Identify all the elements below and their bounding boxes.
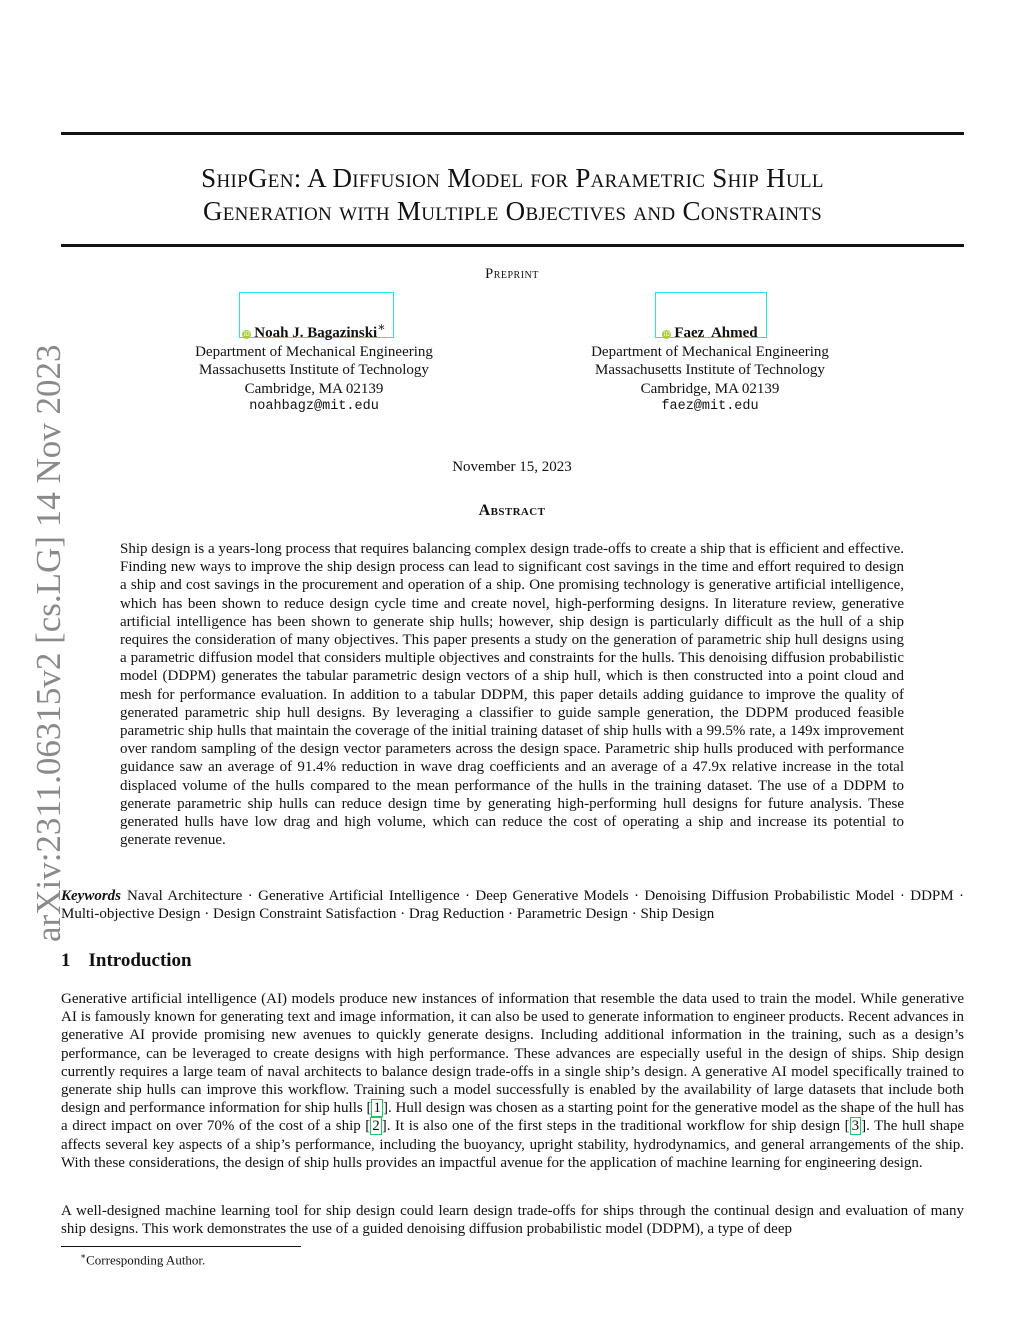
- arxiv-stamp: arXiv:2311.06315v2 [cs.LG] 14 Nov 2023: [29, 344, 68, 942]
- author-name[interactable]: Noah J. Bagazinski: [254, 325, 378, 341]
- citation-link[interactable]: 2: [372, 1118, 380, 1135]
- intro-paragraph-2: A well-designed machine learning tool for ship design could learn design trade-offs for ships through the continual design and evaluation of many ship designs. This work demonstrates the use of a guided denoising diffusion probabilistic model (DDPM), a type of deep: [61, 1203, 964, 1238]
- intro-text: Generative artificial intelligence (AI) models produce new instances of information that resemble the data used to train the model. While generative AI is famously known for generating text and image information, it can also be used to generate information to engineer products. Recent advances in generative AI provide promising new avenues to quickly generate designs. Including additional information in the training, such as a design’s performance, can be leveraged to create designs with high performance. These advances are especially useful in the design of ships. Ship design currently requires a large team of naval architects to balance design trade-offs in a single ship’s design. A generative AI model specifically trained to generate ship hulls can improve this workflow. Training such a model successfully is enabled by the availability of large datasets that include both design and performance information for ship hulls [: [61, 991, 964, 1117]
- author-location: Cambridge, MA 02139: [244, 380, 384, 397]
- author-email[interactable]: noahbagz@mit.edu: [249, 399, 379, 414]
- intro-text: ]. Hull design was chosen as a starting point for the generative model as the shape of the hull has a direct impact on over 70% of the cost of a ship [: [61, 1100, 964, 1135]
- author-institution: Massachusetts Institute of Technology: [199, 362, 429, 378]
- author-department: Department of Mechanical Engineering: [591, 343, 829, 360]
- author-department: Department of Mechanical Engineering: [195, 343, 433, 360]
- footnote-marker: ∗: [80, 1251, 87, 1261]
- top-rule: [61, 132, 964, 135]
- keywords-label: Keywords: [61, 888, 121, 904]
- title-bottom-rule: [61, 244, 964, 247]
- preprint-label: Preprint: [485, 266, 539, 282]
- author-block-2: [550, 318, 870, 417]
- orcid-icon[interactable]: iD: [243, 331, 250, 338]
- citation-link[interactable]: 1: [373, 1100, 381, 1117]
- author-name[interactable]: Faez Ahmed: [674, 325, 758, 341]
- footnote-text: Corresponding Author.: [86, 1252, 206, 1268]
- author-location: Cambridge, MA 02139: [640, 380, 780, 397]
- intro-text: ]. The hull shape affects several key aspects of a ship’s performance, including the buoyancy, upright stability, hydrodynamics, and general arrangements of the ship. With these considerations, the design of ship hulls provides an impactful avenue for the application of machine learning for engineering design.: [61, 1118, 964, 1171]
- author-email[interactable]: faez@mit.edu: [661, 399, 759, 414]
- intro-paragraph-1: [61, 990, 964, 1172]
- section-heading-introduction: [61, 950, 192, 972]
- paper-title: [61, 162, 964, 228]
- section-title: Introduction: [88, 950, 192, 971]
- abstract-heading: Abstract: [478, 502, 546, 519]
- keywords-text: Naval Architecture · Generative Artificial Intelligence · Deep Generative Models · Denoising Diffusion Probabilistic Model · DDPM · Multi-objective Design · Design Constraint Satisfaction · Drag Reduction · Parametric Design · Ship Design: [61, 888, 964, 923]
- author-marker: ∗: [377, 320, 386, 334]
- intro-text: ]. It is also one of the first steps in the traditional workflow for ship design [: [381, 1118, 850, 1135]
- title-line-2: Generation with Multiple Objectives and Constraints: [202, 196, 823, 226]
- orcid-icon[interactable]: iD: [663, 331, 670, 338]
- footnote: [80, 1251, 205, 1268]
- abstract-text: Ship design is a years-long process that requires balancing complex design trade-offs to create a ship that is efficient and effective. Finding new ways to improve the ship design process can lead to significant cost savings in the time and effort required to design a ship and cost savings in the procurement and operation of a ship. One promising technology is generative artificial intelligence, which has been shown to reduce design cycle time and create novel, high-performing designs. In literature review, generative artificial intelligence has been shown to generate ship hulls; however, ship design is particularly difficult as the hull of a ship requires the consideration of many objectives. This paper presents a study on the generation of parametric ship hull designs using a parametric diffusion model that considers multiple objectives and constraints for the hulls. This denoising diffusion probabilistic model (DDPM) generates the tabular parametric design vectors of a ship hull, which is then constructed into a point cloud and mesh for performance evaluation. In addition to a tabular DDPM, this paper details adding guidance to improve the quality of generated parametric ship hull designs. By leveraging a classifier to guide sample generation, the DDPM produced feasible parametric ship hulls that maintain the coverage of the initial training dataset of ship hulls with a 99.5% rate, a 149x improvement over random sampling of the design vector parameters across the design space. Parametric ship hulls produced with performance guidance saw an average of 91.4% reduction in wave drag coefficients and an average of a 47.9x relative increase in the total displaced volume of the hulls compared to the mean performance of the hulls in the training dataset. The use of a DDPM to generate parametric ship hulls can reduce design time by generating high-performing hull designs for future analysis. These generated hulls have low drag and high volume, which can reduce the cost of operating a ship and increase its potential to generate revenue.: [120, 541, 904, 849]
- footnote-rule: [61, 1246, 301, 1247]
- title-line-1: ShipGen: A Diffusion Model for Parametric Ship Hull: [201, 163, 824, 193]
- author-block-1: [154, 318, 474, 417]
- paper-date: November 15, 2023: [452, 459, 572, 475]
- section-number: 1: [61, 950, 71, 971]
- citation-link[interactable]: 3: [851, 1118, 860, 1135]
- keywords: [61, 887, 964, 923]
- author-institution: Massachusetts Institute of Technology: [595, 362, 825, 378]
